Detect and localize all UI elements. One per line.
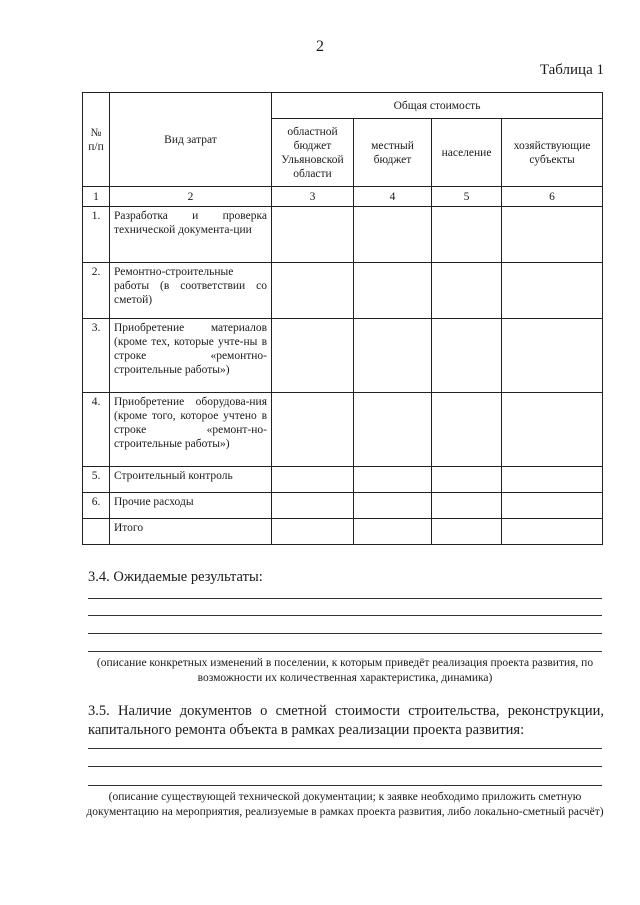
row-label-total: Итого (110, 519, 272, 545)
cell (272, 263, 354, 319)
table-row (83, 319, 603, 393)
header-population: население (432, 119, 502, 187)
cell (502, 467, 603, 493)
cell (432, 393, 502, 467)
cell (354, 467, 432, 493)
section-3-4-title: 3.4. Ожидаемые результаты: (88, 569, 263, 585)
cell (354, 393, 432, 467)
table-label: Таблица 1 (539, 62, 604, 78)
row-num: 6. (83, 493, 110, 519)
column-number: 3 (272, 187, 354, 207)
blank-line (88, 598, 602, 599)
row-label: Строительный контроль (110, 467, 272, 493)
row-label: Ремонтно-строительные работы (в соответствии со сметой) (110, 263, 272, 319)
cell (432, 263, 502, 319)
cell (502, 519, 603, 545)
cell (502, 393, 603, 467)
cell (272, 319, 354, 393)
column-number: 4 (354, 187, 432, 207)
cell (354, 263, 432, 319)
table-row (83, 493, 603, 519)
row-label: Разработка и проверка технической документа-ции (110, 207, 272, 263)
header-regional-budget: областной бюджет Ульяновской области (272, 119, 354, 187)
row-num (83, 519, 110, 545)
cell (272, 207, 354, 263)
table-row (83, 467, 603, 493)
row-num: 3. (83, 319, 110, 393)
cell (502, 493, 603, 519)
blank-line (88, 766, 602, 767)
row-num: 2. (83, 263, 110, 319)
cell (354, 493, 432, 519)
cell (502, 319, 603, 393)
header-local-budget: местный бюджет (354, 119, 432, 187)
cell (502, 263, 603, 319)
page-number: 2 (316, 38, 324, 55)
cell (354, 519, 432, 545)
cell (354, 319, 432, 393)
table-row-total (83, 519, 603, 545)
cell (272, 467, 354, 493)
cell (354, 207, 432, 263)
cell (432, 519, 502, 545)
cell (432, 467, 502, 493)
cell (432, 319, 502, 393)
column-number: 2 (110, 187, 272, 207)
cell (272, 393, 354, 467)
row-num: 1. (83, 207, 110, 263)
row-label: Приобретение материалов (кроме тех, которые учте-ны в строке «ремонтно-строительные работы») (110, 319, 272, 393)
table-row (83, 263, 603, 319)
table-row (83, 393, 603, 467)
column-number: 5 (432, 187, 502, 207)
cell (272, 493, 354, 519)
cell (502, 207, 603, 263)
blank-line (88, 615, 602, 616)
cell (272, 519, 354, 545)
blank-line (88, 748, 602, 749)
header-num: № п/п (83, 93, 110, 187)
column-number: 1 (83, 187, 110, 207)
cell (432, 493, 502, 519)
row-num: 4. (83, 393, 110, 467)
row-label: Прочие расходы (110, 493, 272, 519)
row-label: Приобретение оборудова-ния (кроме того, которое учтено в строке «ремонт-но-строительные работы») (110, 393, 272, 467)
row-num: 5. (83, 467, 110, 493)
blank-line (88, 651, 602, 652)
header-total-cost: Общая стоимость (272, 93, 603, 119)
column-number: 6 (502, 187, 603, 207)
section-3-5-note: (описание существующей технической документации; к заявке необходимо приложить сметную документацию на мероприятия, реализуемые в рамках проекта развития, либо локально-сметный расчёт) (86, 791, 604, 818)
section-3-5-title: 3.5. Наличие документов о сметной стоимости строительства, реконструкции, капитального ремонта объекта в рамках реализации проекта развития: (88, 703, 604, 738)
table-row (83, 207, 603, 263)
section-3-4-note: (описание конкретных изменений в поселении, к которым приведёт реализация проекта развития, по возможности их количественная характеристика, динамика) (96, 657, 594, 684)
blank-line (88, 633, 602, 634)
blank-line (88, 785, 602, 786)
cell (432, 207, 502, 263)
header-business-entities: хозяйствующие субъекты (502, 119, 603, 187)
cost-table (82, 92, 603, 545)
header-cost-type: Вид затрат (110, 93, 272, 187)
